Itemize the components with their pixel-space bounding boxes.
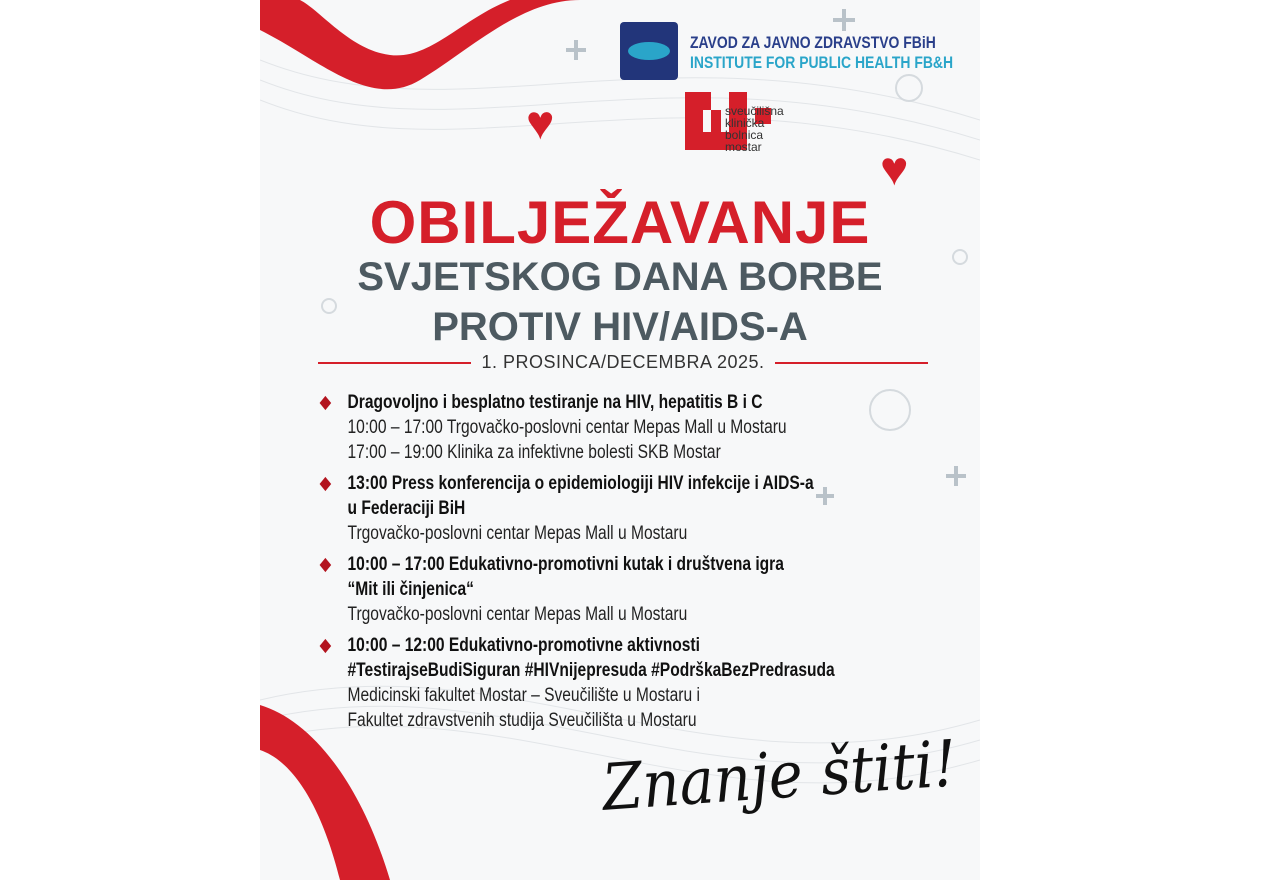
institute-logo-icon	[620, 22, 678, 80]
list-item: 13:00 Press konferencija o epidemiologiji HIV infekcije i AIDS-a u Federaciji BiH Trgovačko-poslovni centar Mepas Mall u Mostaru	[318, 471, 892, 546]
divider	[775, 362, 928, 364]
diamond-bullet-icon	[320, 477, 332, 491]
event-date: 1. PROSINCA/DECEMBRA 2025.	[318, 352, 928, 373]
title-subtitle: SVJETSKOG DANA BORBE PROTIV HIV/AIDS-A	[357, 255, 883, 349]
diamond-bullet-icon	[320, 396, 332, 410]
diamond-bullet-icon	[320, 558, 332, 572]
divider	[318, 362, 471, 364]
poster	[260, 0, 980, 880]
event-list	[318, 390, 892, 739]
list-item: Dragovoljno i besplatno testiranje na HIV, hepatitis B i C 10:00 – 17:00 Trgovačko-poslovni centar Mepas Mall u Mostaru 17:00 – 19:00 Klinika za infektivne bolesti SKB Mostar	[318, 390, 892, 465]
title-main: OBILJEŽAVANJE	[369, 189, 871, 256]
heart-icon: ♥	[880, 143, 909, 196]
institute-logo-text: ZAVOD ZA JAVNO ZDRAVSTVO FBiH INSTITUTE FOR PUBLIC HEALTH FB&H	[690, 33, 954, 72]
diamond-bullet-icon	[320, 639, 332, 653]
list-item: 10:00 – 17:00 Edukativno-promotivni kutak i društvena igra “Mit ili činjenica“ Trgovačko-poslovni centar Mepas Mall u Mostaru	[318, 552, 892, 627]
slogan: Znanje štiti!	[600, 727, 959, 826]
list-item: 10:00 – 12:00 Edukativno-promotivne aktivnosti #TestirajseBudiSiguran #HIVnijepresuda #PodrškaBezPredrasuda Medicinski fakultet Mostar – Sveučilište u Mostaru i Fakultet zdravstvenih studija Sveučilišta u Mostaru	[318, 633, 892, 733]
heart-icon: ♥	[526, 97, 555, 150]
hospital-logo-text: sveučilišna klinička bolnica mostar	[725, 104, 784, 154]
